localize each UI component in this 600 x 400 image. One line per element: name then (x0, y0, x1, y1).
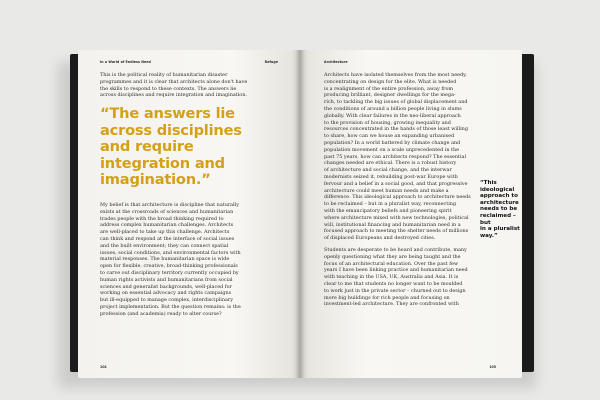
pull-quote: “The answers lie across disciplines and require integration and imagination.” (100, 105, 242, 189)
right-body-text-2: Students are desperate to be heard and contribute, many openly questioning what they are being taught and the focus of an architectural education. Over the past few years I have been linking practice and humanitarian need with teaching in the USA, UK, Australia and Asia. It is clear to me that students no longer want to be moulded to work just in the private sector – churned out to design more big buildings for rich people and focusing on investment-led architecture. They are confronted with (324, 247, 468, 308)
open-book (64, 46, 534, 382)
right-page (300, 50, 522, 378)
left-running-head-section: Refuge (264, 60, 278, 64)
book-cover-right-edge (522, 54, 534, 372)
left-page-number: 104 (100, 365, 107, 369)
right-page-number: 105 (489, 365, 496, 369)
right-running-head: Architecture (324, 60, 348, 64)
left-running-head: In a World of Endless Need (100, 60, 151, 64)
right-body-text-1: Architects have isolated themselves from the most needy, concentrating on design for the elite. What is needed is a realignment of the entire profession, away from producing brilliant, designer dwellings for the mega- rich, to tackling the big issues of global displacement and the conditions of around a billion people living in slums globally. With clear failures in the neo-liberal approach to the provision of housing, growing inequality and resources concentrated in the hands of those least willing to share, how can we house an expanding urbanised population? In a world battered by climate change and population movement on a scale unprecedented in the past 75 years, how can architects respond? The essential changes needed are ethical. There is a robust history of architecture and social change, and the interwar modernists seized it, rebuilding post-war Europe with fervour and a belief in a social good, and that progressive architecture could meet human needs and make a difference. This ideological approach to architecture needs to be reclaimed – but in a pluralist way, reconnecting with the emancipatory beliefs and pioneering spirit where architecture mixed with new technologies, political will, institutional financing and humanitarian need in a focused approach to meeting the shelter needs of millions of displaced Europeans and destroyed cities. (324, 72, 471, 242)
left-page (78, 50, 300, 378)
left-intro-text: This is the political reality of humanitarian disaster programmes and it is clear that architects alone don't have the skills to respond to these contexts. The answers lie across disciplines and require integration and imagination. (100, 72, 248, 99)
book-gutter (295, 50, 305, 378)
side-pull-quote: “This ideological approach to architecture needs to be reclaimed – but in a pluralist way.” (480, 180, 520, 239)
left-body-text: My belief is that architecture is discipline that naturally exists at the crossroads of sciences and humanitarian trades people with the broad thinking required to address complex humanitarian challenges. Architects are well-placed to take up this challenge. Architects can think and respond at the interface of social issues and the built environment; they can connect spatial issues, social conditions, and environmental factors with material responses. The humanitarian space is wide open for flexible, creative, broad-thinking professionals to carve out disciplinary territory currently occupied by human rights activists and humanitarians from social sciences and generalist backgrounds, well-placed for working on essential advocacy and rights campaigns but ill-equipped to manage complex, interdisciplinary project implementation. But the question remains: is the profession (and academia) ready to alter course? (100, 202, 241, 317)
